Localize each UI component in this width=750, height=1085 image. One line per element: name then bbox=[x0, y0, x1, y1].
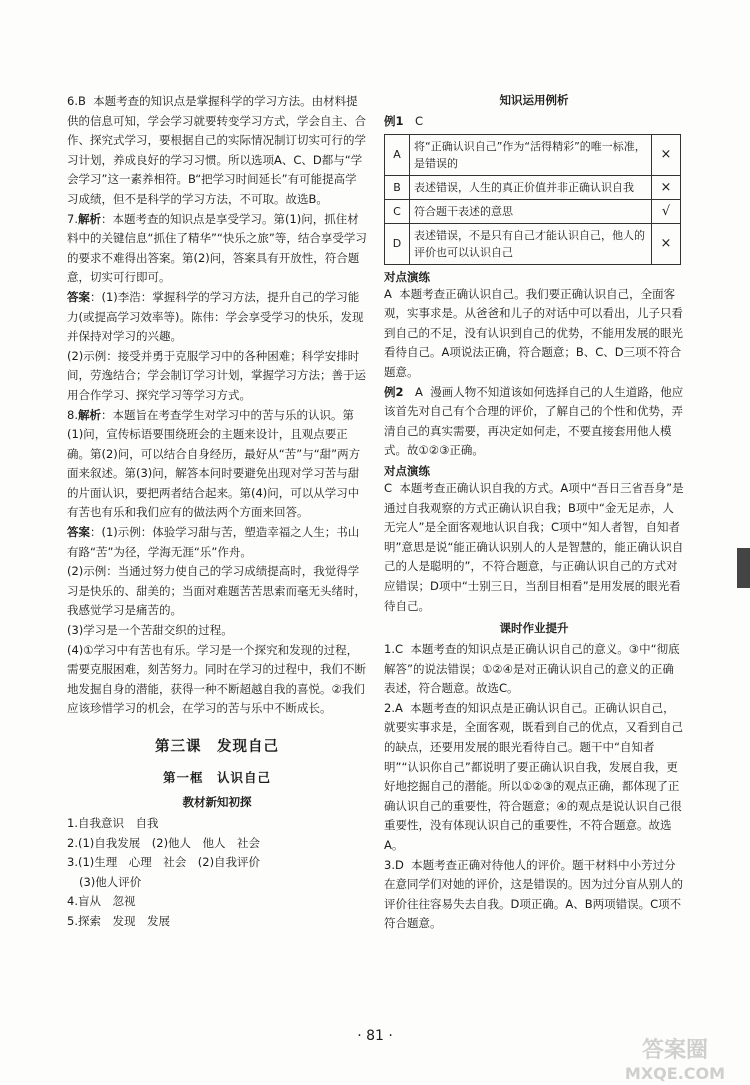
answer-7-analysis: 7.解析：本题考查的知识点是享受学习。第(1)问，抓住材料中的关键信息“抓住了精华”“快乐之旅”等，结合享受学习的要求不难得出答案。第(2)问，答案具有开放性，符合题意，切实可行即可。 bbox=[67, 211, 367, 285]
page-number: · 81 · bbox=[357, 1028, 393, 1044]
answer-7-key-2: (2)示例：接受并勇于克服学习中的各种困难；科学安排时间，劳逸结合；学会制订学习计划，掌握学习方法；善于运用合作学习、探究学习等学习方式。 bbox=[67, 348, 366, 402]
list-item: 4.盲从 忽视 bbox=[67, 894, 136, 909]
practice-title: 对点演练 bbox=[384, 463, 430, 478]
answer-8-key-4: (4)①学习中有苦也有乐。学习是一个探究和发现的过程，需要克服困难，刻苦努力。同时在学习的过程中，我们不断地发掘自身的潜能，获得一种不断超越自我的喜悦。②我们应该珍惜学习的机会，在学习的苦与乐中不断成长。 bbox=[67, 642, 366, 716]
practice-answer: C 本题考查正确认识自我的方式。A项中“吾日三省吾身”是通过自我观察的方式正确认识自我；B项中“金无足赤，人无完人”是全面客观地认识自我；C项中“知人者智，自知者明”意思是说“能正确认识别人的人是智慧的，能正确认识自己的人是聪明的”，不符合题意，与正确认识自己的方式对应错误；D项中“士别三日，当刮目相看”是用发展的眼光看待自己。 bbox=[384, 480, 684, 613]
left-column bbox=[67, 92, 367, 932]
practice-title: 对点演练 bbox=[384, 269, 430, 284]
analysis-tag: 解析 bbox=[77, 407, 101, 422]
answer-tag: 答案 bbox=[67, 289, 90, 304]
table-row: D 表述错误，不是只有自己才能认识自己，他人的评价也可以认识自己 × bbox=[385, 223, 681, 264]
check-mark: √ bbox=[652, 199, 681, 223]
answer-8-key-2: (2)示例：当通过努力使自己的学习成绩提高时，我觉得学习是快乐的、甜美的；当面对难题苦苦思索而毫无头绪时，我感觉学习是痛苦的。 bbox=[67, 564, 366, 618]
section-title: 课时作业提升 bbox=[499, 621, 569, 636]
table-row: B 表述错误，人生的真正价值并非正确认识自我 × bbox=[385, 175, 681, 199]
answer-tag: 答案 bbox=[67, 525, 90, 540]
example-2: 例2 A 漫画人物不知道该如何选择自己的人生道路，他应该首先对自己有个合理的评价，了解自己的个性和优势，弄清自己的真实需要，再决定如何走，不要直接套用他人模式。故①②③正确。 bbox=[384, 384, 684, 458]
table-row: C 符合题干表述的意思 √ bbox=[385, 199, 681, 223]
answer-6: 6.B 本题考查的知识点是掌握科学的学习方法。由材料提供的信息可知，学会学习就要转变学习方式，学会自主、合作、探究式学习，要根据自己的实际情况制订切实可行的学习计划，养成良好的学习习惯。所以选项A、C、D都与“学会学习”这一素养相符。B“把学习时间延长”有可能提高学习成绩，但不是科学的学习方法，不可取。故选B。 bbox=[67, 94, 366, 206]
answer-8-key-3: (3)学习是一个苦甜交织的过程。 bbox=[67, 623, 233, 638]
homework-answer-1: 1.C 本题考查的知识点是正确认识自己的意义。③中“彻底解答”的说法错误；①②④是对正确认识自己的意义的正确表述，符合题意。故选C。 bbox=[384, 642, 680, 696]
practice-answer: A 本题考查正确认识自己。我们要正确认识自己，全面客观，实事求是。从爸爸和儿子的对话中可以看出，儿子只看到自己的不足，没有认识到自己的优势，不能用发展的眼光看待自己。A项说法正确，符合题意；B、C、D三项不符合题意。 bbox=[384, 286, 683, 379]
cross-mark: × bbox=[652, 175, 681, 199]
answer-8-key: 答案：(1)示例：体验学习甜与苦，塑造幸福之人生；书山有路“苦”为径，学海无涯“乐”作舟。 bbox=[67, 525, 360, 559]
cross-mark: × bbox=[652, 134, 681, 175]
example-1-header: 例1 C bbox=[384, 114, 424, 128]
example-1-table bbox=[384, 134, 681, 265]
homework-answer-3: 3.D 本题考查正确对待他人的评价。题干材料中小芳过分在意同学们对她的评价，这是错误的。因为过分盲从别人的评价往往容易失去自我。D项正确。A、B两项错误。C项不符合题意。 bbox=[384, 857, 683, 931]
right-column bbox=[384, 92, 684, 934]
frame-title: 第一框 认识自己 bbox=[162, 770, 271, 785]
list-item: 1.自我意识 自我 bbox=[67, 816, 159, 830]
watermark-logo: 答案圈 MXQE.COM bbox=[624, 1038, 726, 1083]
list-item: 2.(1)自我发展 (2)他人 他人 社会 bbox=[67, 835, 261, 850]
answer-8-analysis: 8.解析：本题旨在考查学生对学习中的苦与乐的认识。第(1)问，宣传标语要围绕班会的主题来设计，且观点要正确。第(2)问，可以结合自身经历，最好从“苦”与“甜”两方面来叙述。第(3)问，解答本问时要避免出现对学习苦与甜的片面认识，要把两者结合起来。第(4)问，可以从学习中有苦也有乐和我们应有的做法两个方面来回答。 bbox=[67, 407, 361, 520]
analysis-tag: 解析 bbox=[77, 211, 101, 226]
section-title: 知识运用例析 bbox=[499, 93, 569, 107]
list-item: 3.(1)生理 心理 社会 (2)自我评价 bbox=[67, 855, 261, 870]
page-edge-tab bbox=[737, 548, 750, 588]
lesson-title: 第三课 发现自己 bbox=[155, 739, 279, 755]
answer-7-key: 答案：(1)李浩：掌握科学的学习方法，提升自己的学习能力(或提高学习效率等)。陈伟：学会享受学习的快乐，发现并保持对学习的兴趣。 bbox=[67, 289, 364, 344]
homework-answer-2: 2.A 本题考查的知识点是正确认识自己。正确认识自己，就要实事求是，全面客观，既看到自己的优点，又看到自己的缺点，还要用发展的眼光看待自己。题干中“自知者明”“认识你自己”都说明了要正确认识自我，发展自我，更好地挖掘自己的潜能。所以①②③的观点正确，都体现了正确认识自己的重要性，符合题意；④的观点是说认识自己很重要性，没有体现认识自己的重要性，不符合题意。故选A。 bbox=[384, 700, 683, 853]
table-row: A 将“正确认识自己”作为“活得精彩”的唯一标准，是错误的 × bbox=[385, 134, 681, 175]
section-title: 教材新知初探 bbox=[182, 795, 252, 809]
cross-mark: × bbox=[652, 223, 681, 264]
list-item: 5.探索 发现 发展 bbox=[67, 913, 170, 928]
list-item: (3)他人评价 bbox=[79, 874, 142, 889]
